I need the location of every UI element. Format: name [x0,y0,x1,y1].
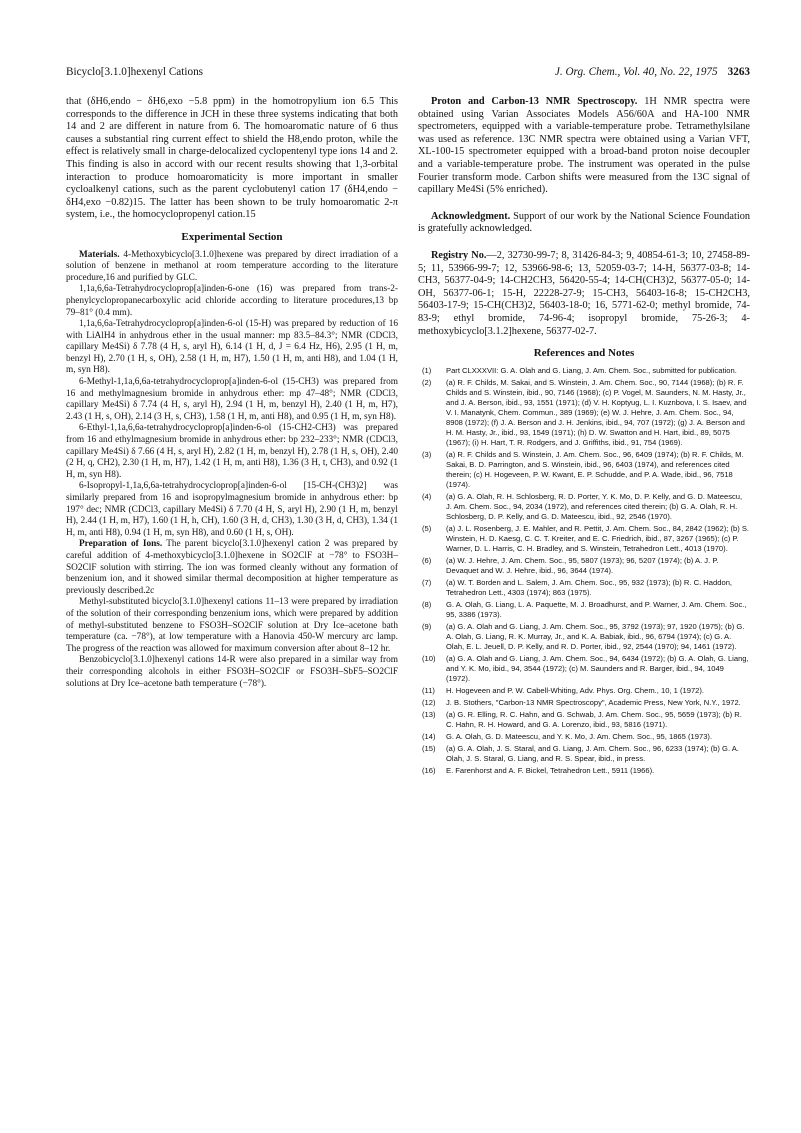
reference-item: (5) (a) J. L. Rosenberg, J. E. Mahler, and R. Pettit, J. Am. Chem. Soc., 84, 2842 (1962); (b) S. Winstein, H. D. Kaesg, C. C. T. Kreiter, and E. C. Friedrich, ibid., 87, 3267 (1965); (c) P. Warner, D. L. Harris, C. H. Bradley, and S. Winstein, Tetrahedron Lett., 4013 (1970). [422,523,750,553]
nmr-paragraph: Proton and Carbon-13 NMR Spectroscopy. 1H NMR spectra were obtained using Varian Associates Models A56/60A and HA-100 NMR spectrometers, equipped with a variable-temperature probe. Tetramethylsilane was used as reference. 13C NMR spectra were obtained using a Varian VFT, XL-100-15 spectrometer equipped with a broad-band proton noise decoupler and a variable-temperature probe. The instrument was operated in the pulse Fourier transform mode. Carbon shifts were measured from the 13C signal of capillary Me4Si (5% enriched). [418,96,750,196]
experimental-section [66,250,398,691]
reference-item: (8) G. A. Olah, G. Liang, L. A. Paquette, M. J. Broadhurst, and P. Warner, J. Am. Chem. Soc., 95, 3386 (1973). [422,599,747,619]
paragraph-15-ethyl: 6-Ethyl-1,1a,6,6a-tetrahydrocycloprop[a]inden-6-ol (15-CH2-CH3) was prepared from 16 and ethylmagnesium bromide in anhydrous ether: bp 232–233°; NMR (CDCl3, capillary Me4Si) δ 7.66 (4 H, s, aryl H), 2.82 (1 H, m, benzyl H), 2.78 (1 H, s, OH), 2.40 (2 H, q, CH2), 2.30 (1 H, m, H7), 1.42 (1 H, m, anti H8), 1.36 (3 H, t, CH3), and 0.92 (1 H, m, syn H8). [66,423,398,480]
reference-item: (12) J. B. Stothers, "Carbon-13 NMR Spectroscopy", Academic Press, New York, N.Y., 1972. [422,697,741,707]
reference-item: (15) (a) G. A. Olah, J. S. Staral, and G. Liang, J. Am. Chem. Soc., 96, 6233 (1974); (b) G. A. Olah, J. S. Staral, G. Liang, and R. S. Spear, ibid., in press. [422,743,739,763]
ions-paragraph: Preparation of Ions. The parent bicyclo[3.1.0]hexenyl cation 2 was prepared by careful addition of 4-methoxybicyclo[3.1.0]hexene in SO2ClF at −78° to FSO3H–SO2ClF solution with stirring. The ion was formed cleanly without any formation of benzenium ion, and it showed similar thermal decomposition at higher temperature as previously described.2c [66,539,398,596]
intro-paragraph: that (δH6,endo − δH6,exo −5.8 ppm) in the homotropylium ion 6.5 This corresponds to the difference in JCH in these three systems indicating that both 14 and 2 are different in nature from 6. The homoaromatic nature of 6 thus causes a substantial ring current effect to shield the H8,endo proton, while the effect is relatively small in charge-delocalized cyclopentenyl type ions 14 and 2. This finding is also in accord with our recent results showing that 1,3-orbital interaction to produce homoaromaticity is more important in smaller cycloalkenyl cations, such as the parent cyclobutenyl cation 17 (δH4,endo − δH4,exo −0.82)15. The latter has been shown to be truly homoaromatic 2-π system, i.e., the homocyclopropenyl cation.15 [66,96,398,221]
reference-item: (16) E. Farenhorst and A. F. Bickel, Tetrahedron Lett., 5911 (1966). [422,765,655,775]
reference-item: (3) (a) R. F. Childs and S. Winstein, J. Am. Chem. Soc., 96, 6409 (1974); (b) R. F. Childs, M. Sakai, B. D. Parrington, and S. Winstein, ibid., 96, 6403 (1974), and references cited therein; (c) H. Hogeveen, P. W. Kwant, E. P. Schudde, and P. A. Wade, ibid., 96, 7518 (1974). [422,449,744,489]
nmr-heading: Proton and Carbon-13 NMR Spectroscopy. [431,96,638,107]
reference-item: (10) (a) G. A. Olah and G. Liang, J. Am. Chem. Soc., 94, 6434 (1972); (b) G. A. Olah, G. Liang, and Y. K. Mo, ibid., 94, 3544 (1972); (c) M. Saunders and R. Barger, ibid., 94, 1049 (1972). [422,653,749,683]
materials-paragraph: Materials. 4-Methoxybicyclo[3.1.0]hexene was prepared by direct irradiation of a solution of benzene in methanol at room temperature according to the literature procedure,16 and purified by GLC. [66,249,399,283]
registry-paragraph: Registry No.—2, 32730-99-7; 8, 31426-84-3; 9, 40854-61-3; 10, 27458-89-5; 11, 53966-99-7; 12, 53966-98-6; 13, 52059-03-7; 14-H, 56377-03-8; 14-CH3, 56377-04-9; 14-CH2CH3, 56420-55-4; 14-CH(CH3)2, 56377-05-0; 14-OH, 56377-06-1; 15-H, 22228-27-9; 15-CH3, 56403-16-8; 15-CH2CH3, 56403-17-9; 15-CH(CH3)2, 56403-18-0; 16, 5771-62-0; methyl bromide, 74-83-9; ethyl bromide, 74-96-4; isopropyl bromide, 75-26-3; 4-methoxybicyclo[3.1.2]hexene, 56377-02-7. [418,249,750,337]
benzobicyclo-paragraph: Benzobicyclo[3.1.0]hexenyl cations 14-R were also prepared in a similar way from their corresponding alcohols in either FSO3H–SO2ClF or FSO3H–SbF5–SO2ClF solutions at Dry Ice–acetone bath temperature (−78°). [66,655,398,689]
paragraph-15-ch3: 6-Methyl-1,1a,6,6a-tetrahydrocycloprop[a]inden-6-ol (15-CH3) was prepared from 16 and methylmagnesium bromide in anhydrous ether: mp 47–48°; NMR (CDCl3, capillary Me4Si) δ 7.74 (4 H, s, aryl H), 2.94 (1 H, m, benzyl H), 2.40 (1 H, m, H7), 2.43 (1 H, s, OH), 2.14 (3 H, s, CH3), 1.58 (1 H, m, anti H8), and 0.95 (1 H, m, syn H8). [66,377,398,422]
methyl-cations-paragraph: Methyl-substituted bicyclo[3.1.0]hexenyl cations 11–13 were prepared by irradiation of the solution of their corresponding benzenium ions, which were prepared by addition of methyl-substituted benzene to FSO3H–SO2ClF solution at Dry Ice–acetone bath temperature (ca. −78°), at low temperature with a Hanovia 450-W mercury arc lamp. The progress of the reaction was allowed for maximum conversion after about 8–12 hr. [66,597,398,654]
acknowledgment-paragraph: Acknowledgment. Support of our work by the National Science Foundation is gratefully acknowledged. [418,210,750,235]
right-column [418,96,750,778]
left-column [66,96,398,690]
reference-item: (2) (a) R. F. Childs, M. Sakai, and S. Winstein, J. Am. Chem. Soc., 90, 7144 (1968); (b) R. F. Childs and S. Winstein, ibid., 90, 7146 (1968); (c) P. Vogel, M. Saunders, N. M. Hasty, Jr., and J. A. Berson, ibid., 93, 1551 (1971); (d) V. H. Koptyug, L. I. Kuznbova, I. S. Isaev, and V. I. Manatynk, Chem. Commun., 389 (1969); (e) W. J. Hehre, J. Am. Chem. Soc., 94, 8908 (1972); (f) J. A. Berson and J. H. Jenkins, ibid., 94, 707 (1972); (g) J. A. Berson and H. M. Hasty, Jr., ibid., 93, 1549 (1971); (h) D. W. Swatton and H. Hart, ibid., 89, 5075 (1967); (i) H. Hart, T. R. Rodgers, and J. Griffiths, ibid., 91, 754 (1969). [422,377,747,447]
paragraph-16: 1,1a,6,6a-Tetrahydrocycloprop[a]inden-6-one (16) was prepared from trans-2-phenylcyclopropanecarboxylic acid chloride according to literature procedures,13 bp 79–81° (0.4 mm). [66,284,398,318]
references-list [418,366,750,776]
reference-item: (7) (a) W. T. Borden and L. Salem, J. Am. Chem. Soc., 95, 932 (1973); (b) R. C. Haddon, Tetrahedron Lett., 4303 (1974); 863 (1975). [422,577,733,597]
experimental-section-title: Experimental Section [181,230,283,243]
paragraph-15-h: 1,1a,6,6a-Tetrahydrocycloprop[a]inden-6-ol (15-H) was prepared by reduction of 16 with LiAlH4 in anhydrous ether in the usual manner: mp 83.5–84.3°; NMR (CDCl3, capillary Me4Si) δ 7.78 (4 H, s, aryl H), 6.14 (1 H, d, J = 6.4 Hz, H6), 2.95 (1 H, m, benzyl H), 2.70 (1 H, s, OH), 2.58 (1 H, m, H7), 1.50 (1 H, m, anti H8), and 1.04 (1 H, m, syn H8). [66,319,398,376]
ions-heading: Preparation of Ions. [79,539,163,550]
reference-item: (4) (a) G. A. Olah, R. H. Schlosberg, R. D. Porter, Y. K. Mo, D. P. Kelly, and G. D. Mateescu, J. Am. Chem. Soc., 94, 2034 (1972), and references cited therein; (b) G. A. Olah, R. H. Schlosberg, D. P. Kelly, and G. D. Mateescu, ibid., 92, 2546 (1970). [422,491,743,521]
reference-item: (6) (a) W. J. Hehre, J. Am. Chem. Soc., 95, 5807 (1973); 96, 5207 (1974); (b) A. J. P. Devaquet and W. J. Hehre, ibid., 96, 3644 (1974). [422,555,719,575]
reference-item: (14) G. A. Olah, G. D. Mateescu, and Y. K. Mo, J. Am. Chem. Soc., 95, 1865 (1973). [422,731,713,741]
reference-item: (11) H. Hogeveen and P. W. Cabell-Whiting, Adv. Phys. Org. Chem., 10, 1 (1972). [422,685,705,695]
journal-citation [555,66,750,78]
materials-heading: Materials. [79,249,120,260]
reference-item: (13) (a) G. R. Elling, R. C. Hahn, and G. Schwab, J. Am. Chem. Soc., 95, 5659 (1973); (b) R. C. Hahn, R. H. Howard, and G. A. Lorenzo, ibid., 93, 5816 (1971). [422,709,742,729]
reference-item: (9) (a) G. A. Olah and G. Liang, J. Am. Chem. Soc., 95, 3792 (1973); 97, 1920 (1975); (b) G. A. Olah, G. Liang, R. K. Murray, Jr., and K. A. Babiak, ibid., 96, 6794 (1974); (c) G. A. Olah, E. L. Jeuell, D. P. Kelly, and R. D. Porter, ibid., 92, 2544 (1970); 94, 1461 (1972). [422,621,745,651]
registry-heading: Registry No. [431,249,487,261]
reference-item: (1) Part CLXXXVII: G. A. Olah and G. Liang, J. Am. Chem. Soc., submitted for publication. [422,365,737,375]
page-number: 3263 [727,66,750,78]
journal-name: J. Org. Chem., Vol. 40, No. 22, 1975 [554,66,718,78]
running-title: Bicyclo[3.1.0]hexenyl Cations [66,66,204,78]
acknowledgment-heading: Acknowledgment. [431,210,511,222]
paragraph-15-isopropyl: 6-Isopropyl-1,1a,6,6a-tetrahydrocycloprop[a]inden-6-ol [15-CH-(CH3)2] was similarly prepared from 16 and isopropylmagnesium bromide in anhydrous ether: bp 197° dec; NMR (CDCl3, capillary Me4Si) δ 7.70 (4 H, S, aryl H), 2.90 (1 H, m, benzyl H), 2.44 (1 H, m, H7), 1.60 (1 H, h, CH), 1.60 (3 H, d, CH3), 1.30 (3 H, d, CH3), 1.34 (1 H, m, anti H8), 0.94 (1 H, m, syn H8), and 0.60 (1 H, s, OH). [66,481,398,538]
running-header [66,66,750,82]
references-title: References and Notes [533,347,635,360]
